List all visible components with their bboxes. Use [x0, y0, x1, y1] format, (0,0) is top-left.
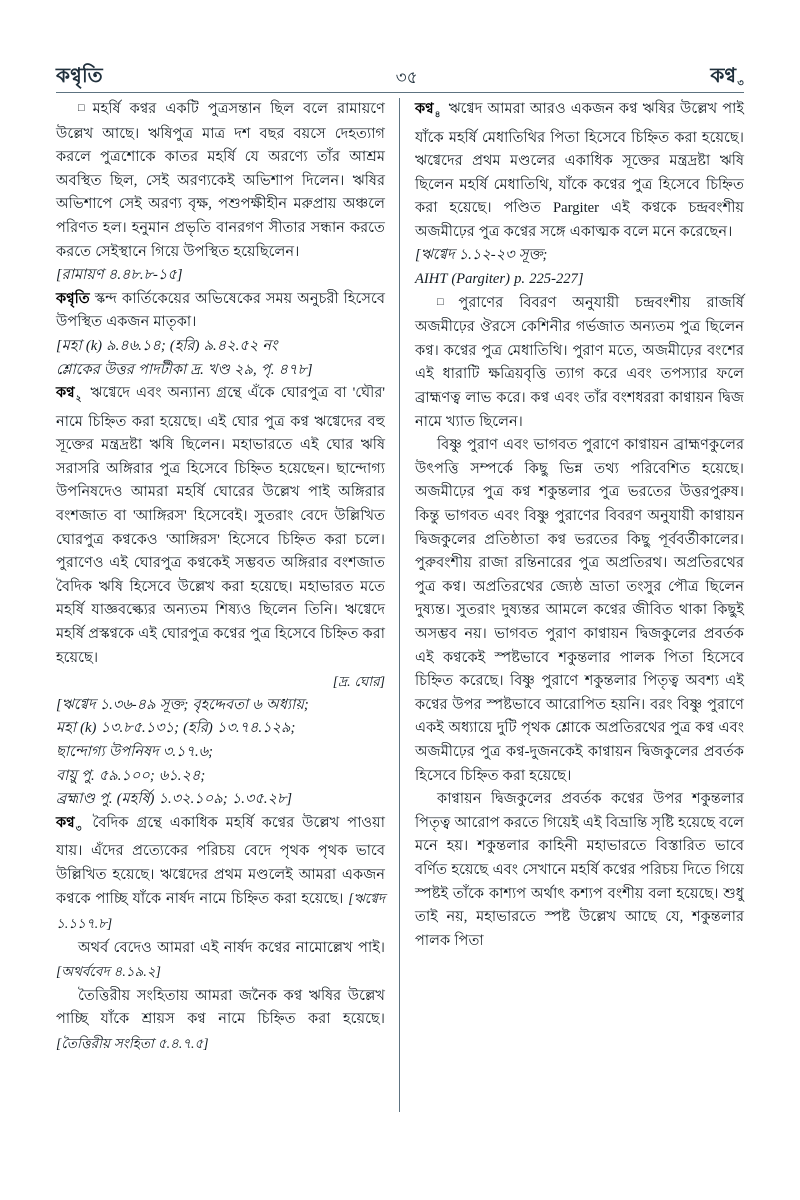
entry-kanva-4: [415, 98, 744, 244]
citation-rigveda-line1: [ঋগ্বেদ ১.৩৬-৪৯ সূক্ত; বৃহদ্দেবতা ৬ অধ্যায়;: [56, 696, 309, 713]
paragraph-vishnu-bhagavata-purana: বিষ্ণু পুরাণ এবং ভাগবত পুরাণে কাণ্বায়ন ব্রাহ্মণকুলের উৎপত্তি সম্পর্কে কিছু ভিন্ন তথ্য পরিবেশিত হয়েছে। অজমীঢ়ের পুত্র কণ্ব শকুন্তলার পুত্র ভরতের উত্তরপুরুষ। কিন্তু ভাগবত এবং বিষ্ণু পুরাণের বিবরণ অনুযায়ী কাণ্বায়ন দ্বিজকুলের প্রতিষ্ঠাতা কণ্ব ভরতের কিছু পূর্ববর্তীকালের। পুরুবংশীয় রাজা রন্তিনারের পুত্র অপ্রতিরথ। অপ্রতিরথের পুত্র কণ্ব। অপ্রতিরথের জ্যেষ্ঠ ভ্রাতা তংসুর পৌত্র ছিলেন দুষ্যন্ত। সুতরাং দুষ্যন্তর আমলে কণ্বের জীবিত থাকা কিছুই অসম্ভব নয়। ভাগবত পুরাণ কাণ্বায়ন দ্বিজকুলের প্রবর্তক এই কণ্বকেই স্পষ্টভাবে শকুন্তলার পালক পিতা হিসেবে চিহ্নিত করেছে। বিষ্ণু পুরাণে শকুন্তলার পিতৃত্ব অবশ্য এই কণ্বের উপর স্পষ্টভাবে আরোপিত হয়নি। বরং বিষ্ণু পুরাণে একই অধ্যায়ে দুটি পৃথক শ্লোকে অপ্রতিরথের পুত্র কণ্ব এবং অজমীঢ়ের পুত্র কণ্ব-দুজনকেই কাণ্বায়ন দ্বিজকুলের প্রবর্তক হিসেবে চিহ্নিত করা হয়েছে।: [415, 437, 744, 784]
entry-headword-kanva-3: কণ্ব: [56, 814, 75, 831]
entry-headword-kanvriti: কণ্বৃতি: [56, 290, 90, 307]
entry-body-kanva-2: ঋগ্বেদে এবং অন্যান্য গ্রন্থে এঁকে ঘোরপুত্র বা 'ঘৌর' নামে চিহ্নিত করা হয়েছে। এই ঘোর পুত্র কণ্ব ঋগ্বেদের বহু সূক্তের মন্ত্রদ্রষ্টা ঋষি ছিলেন। মহাভারতে এই ঘোর ঋষি সরাসরি অঙ্গিরার পুত্র হিসেবে চিহ্নিত হয়েছেন। ছান্দোগ্য উপনিষদেও আমরা মহর্ষি ঘোরের উল্লেখ পাই অঙ্গিরার বংশজাত বা 'আঙ্গিরস' হিসেবেই। সুতরাং বেদে উল্লিখিত ঘোরপুত্র কণ্বকেও 'আঙ্গিরস' হিসেবে চিহ্নিত করা চলে। পুরাণেও এই ঘোরপুত্র কণ্বকেই সম্ভবত অঙ্গিরার বংশজাত বৈদিক ঋষি হিসেবে উল্লেখ করা হয়েছে। মহাভারত মতে মহর্ষি যাজ্ঞবল্ক্যের অন্যতম শিষ্যও ছিলেন তিনি। ঋগ্বেদে মহর্ষি প্রস্কণ্বকে এই ঘোরপুত্র কণ্বের পুত্র হিসেবে চিহ্নিত করা হয়েছে।: [56, 385, 385, 666]
entry-kanva-3: [56, 812, 385, 937]
entry-body-kanva-3: বৈদিক গ্রন্থে একাধিক মহর্ষি কণ্বের উল্লেখ পাওয়া যায়। এঁদের প্রত্যেকের পরিচয় বেদে পৃথক পৃথক ভাবে উল্লিখিত হয়েছে। ঋগ্বেদের প্রথম মণ্ডলেই আমরা একজন কণ্বকে পাচ্ছি যাঁকে নার্ষদ নামে চিহ্নিত করা হয়েছে।: [56, 814, 385, 908]
paragraph-ramayana-kanva-son: □ মহর্ষি কণ্বর একটি পুত্রসন্তান ছিল বলে রামায়ণে উল্লেখ আছে। ঋষিপুত্র মাত্র দশ বছর বয়সে দেহত্যাগ করলে পুত্রশোকে কাতর মহর্ষি যে অরণ্যে তাঁর আশ্রম অবস্থিত ছিল, সেই অরণ্যকেই অভিশাপ দিলেন। ঋষির অভিশাপে সেই অরণ্য বৃক্ষ, পশুপক্ষীহীন মরুপ্রায় অঞ্চলে পরিণত হল। হনুমান প্রভৃতি বানরগণ সীতার সন্ধান করতে করতে সেইস্থানে গিয়ে উপস্থিত হয়েছিলেন।: [56, 98, 385, 264]
entry-kanva-2: [56, 382, 385, 694]
header-divider-rule: [56, 92, 744, 93]
column-right: [415, 98, 744, 1120]
entry-body-kanva-4: ঋগ্বেদ আমরা আরও একজন কণ্ব ঋষির উল্লেখ পাই যাঁকে মহর্ষি মেধাতিথির পিতা হিসেবে চিহ্নিত করা হয়েছে। ঋগ্বেদের প্রথম মণ্ডলের একাধিক সূক্তের মন্ত্রদ্রষ্টা ঋষি ছিলেন মহর্ষি মেধাতিথি, যাঁকে কণ্বের পুত্র হিসেবে চিহ্নিত করা হয়েছে। পণ্ডিত Pargiter এই কণ্বকে চন্দ্রবংশীয় অজমীঢ়ের পুত্র কণ্বের সঙ্গে একাত্মক বলে মনে করেছেন।: [415, 101, 744, 240]
citation-rigveda-line4: বায়ু পু. ৫৯.১০০; ৬১.২৪;: [56, 767, 206, 784]
citation-rigveda-line5: ব্রহ্মাণ্ড পু. (মহর্ষি) ১.৩২.১০৯; ১.৩৫.২৮]: [56, 791, 293, 808]
citation-atharvaveda: [অথর্ববেদ ৪.১৯.২]: [56, 964, 161, 980]
paragraph-atharvaveda-text: অথর্ব বেদেও আমরা এই নার্ষদ কণ্বের নামোল্লেখ পাই।: [78, 939, 385, 956]
entry-headword-subscript-4: ৪: [434, 108, 441, 119]
running-head-left-term: কণ্বৃতি: [56, 65, 103, 87]
paragraph-shakuntala-confusion: কাণ্বায়ন দ্বিজকুলের প্রবর্তক কণ্বের উপর শকুন্তলার পিতৃত্ব আরোপ করতে গিয়েই এই বিভ্রান্তি সৃষ্টি হয়েছে বলে মনে হয়। শকুন্তলার কাহিনী মহাভারতে বিস্তারিত ভাবে বর্ণিত হয়েছে এবং সেখানে মহর্ষি কণ্বের পরিচয় দিতে গিয়ে স্পষ্টই তাঁকে কাশ্যপ অর্থাৎ কশ্যপ বংশীয় বলা হয়েছে। শুধু তাই নয়, মহাভারতে স্পষ্ট উল্লেখ আছে যে, শকুন্তলার পালক পিতা: [415, 791, 744, 949]
column-left: [56, 98, 385, 1120]
citation-rigveda-line3: ছান্দোগ্য উপনিষদ ৩.১৭.৬;: [56, 743, 213, 760]
citation-rigveda-inline: [ঋগ্বেদ ১.১১৭.৮]: [56, 891, 386, 931]
entry-headword-kanva-2: কণ্ব: [56, 385, 75, 402]
column-divider: [385, 98, 415, 1120]
entry-headword-subscript-2: ২: [75, 393, 82, 404]
citation-aiht-pargiter: AIHT (Pargiter) p. 225-227]: [415, 271, 584, 288]
entry-headword-kanva-4: কণ্ব: [415, 101, 434, 117]
citation-see-ghora: [দ্র. ঘোর]: [332, 674, 385, 690]
paragraph-taittiriya-text: তৈত্তিরীয় সংহিতায় আমরা জনৈক কণ্ব ঋষির উল্লেখ পাচ্ছি যাঁকে শ্রায়স কণ্ব নামে চিহ্নিত করা হয়েছে।: [56, 987, 385, 1028]
entry-headword-subscript-3: ৩: [75, 822, 82, 833]
paragraph-purana-ajamidha: □ পুরাণের বিবরণ অনুযায়ী চন্দ্রবংশীয় রাজর্ষি অজমীঢ়ের ঔরসে কেশিনীর গর্ভজাত অন্যতম পুত্র ছিলেন কণ্ব। কণ্বের পুত্র মেধাতিথি। পুরাণ মতে, অজমীঢ়ের বংশের এই ধারাটি ক্ষত্রিয়বৃত্তি ত্যাগ করে এবং তপস্যার ফলে ব্রাহ্মণত্ব লাভ করে। কণ্ব এবং তাঁর বংশধররা কাণ্বায়ন দ্বিজ নামে খ্যাত ছিলেন।: [415, 292, 744, 435]
running-head-right-label: কণ্ব: [710, 65, 737, 87]
paragraph-taittiriya: [56, 985, 385, 1057]
page-number: ৩৫: [395, 68, 418, 87]
citation-rigveda-line2: মহা (k) ১৩.৮৫.১৩১; (হরি) ১৩.৭৪.১২৯;: [56, 720, 296, 737]
citation-taittiriya: [তৈত্তিরীয় সংহিতা ৫.৪.৭.৫]: [56, 1035, 209, 1051]
paragraph-atharvaveda: [56, 937, 385, 985]
entry-kanvriti: [56, 288, 385, 335]
running-head-right-term: [710, 65, 744, 89]
citation-mahabharata-line2: শ্লোকের উত্তর পাদটীকা দ্র. খণ্ড ২৯, পৃ. ৪৭৮]: [56, 361, 313, 378]
entry-body-kanvriti: স্কন্দ কার্তিকেয়ের অভিষেকের সময় অনুচরী হিসেবে উপস্থিত একজন মাতৃকা।: [56, 290, 385, 331]
citation-ramayana: [রামায়ণ ৪.৪৮.৮-১৫]: [56, 267, 183, 284]
citation-mahabharata-line1: [মহা (k) ৯.৪৬.১৪; (হরি) ৯.৪২.৫২ নং: [56, 337, 278, 354]
running-head: [56, 52, 744, 89]
citation-rigveda-pargiter-line1: [ঋগ্বেদ ১.১২-২৩ সূক্ত;: [415, 247, 548, 264]
running-head-right-subscript: ৩: [737, 78, 744, 89]
two-column-body: [56, 98, 744, 1120]
